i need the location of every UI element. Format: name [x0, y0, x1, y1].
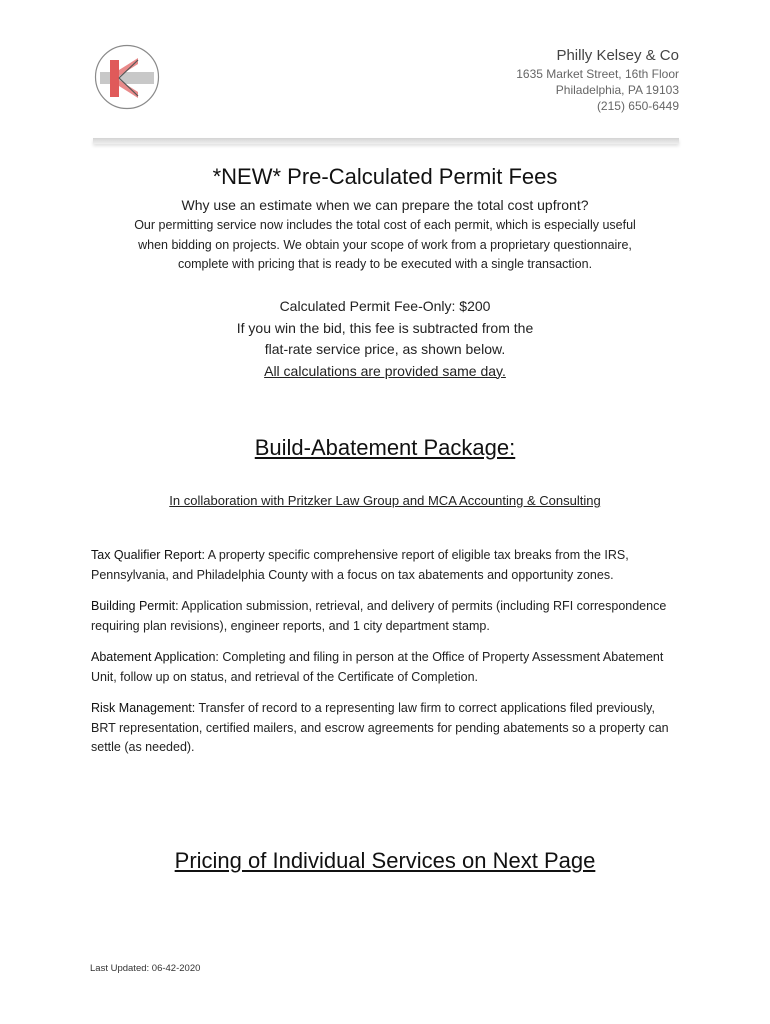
service-label: Building Permit	[91, 599, 176, 613]
service-description: Completing and filing in person at the Office of Property Assessment Abatement Unit, follow up on status, and retrieval of the Certificate of Completion.	[91, 650, 664, 684]
service-description: : Application submission, retrieval, and delivery of permits (including RFI correspondence requiring plan revisions), engineer reports, and 1 city department stamp.	[91, 599, 667, 633]
last-updated: Last Updated: 06-42-2020	[90, 963, 201, 974]
company-address-line1: 1635 Market Street, 16th Floor	[516, 67, 679, 81]
company-address-line2: Philadelphia, PA 19103	[555, 83, 679, 97]
next-page-pricing-title: Pricing of Individual Services on Next Page	[174, 848, 596, 873]
intro-line: complete with pricing that is ready to be executed with a single transaction.	[177, 257, 593, 271]
header-divider	[93, 138, 679, 144]
service-item	[91, 648, 681, 687]
company-name: Philly Kelsey & Co	[556, 47, 679, 64]
company-logo	[94, 44, 160, 110]
permit-fees-subtitle: Why use an estimate when we can prepare the total cost upfront?	[181, 197, 589, 213]
intro-line: Our permitting service now includes the total cost of each permit, which is especially useful	[134, 218, 636, 232]
service-label: Tax Qualifier Report:	[91, 548, 205, 562]
intro-line: when bidding on projects. We obtain your scope of work from a proprietary questionnaire,	[138, 237, 632, 252]
company-phone: (215) 650-6449	[596, 99, 679, 113]
permit-fees-intro	[60, 216, 710, 275]
package-title: Build-Abatement Package:	[254, 435, 516, 460]
service-description: Transfer of record to a representing law firm to correct applications filed previously, BRT representation, certified mailers, and escrow agreements for pending abatements so a property can settle (as needed).	[91, 701, 669, 754]
service-label: Risk Management:	[91, 701, 196, 715]
permit-fee-note-line2: flat-rate service price, as shown below.	[264, 341, 506, 357]
permit-fee-amount: Calculated Permit Fee-Only: $200	[279, 298, 491, 314]
service-description: A property specific comprehensive report of eligible tax breaks from the IRS, Pennsylvania, and Philadelphia County with a focus on tax abatements and opportunity zones.	[91, 548, 629, 582]
service-item	[91, 546, 681, 585]
services-list	[91, 546, 681, 770]
service-label: Abatement Application:	[91, 650, 219, 664]
permit-fee-block	[60, 296, 710, 382]
service-item	[91, 699, 681, 758]
same-day-note: All calculations are provided same day.	[264, 362, 506, 379]
collaboration-note: In collaboration with Pritzker Law Group and MCA Accounting & Consulting	[169, 493, 601, 508]
company-info	[516, 46, 679, 114]
service-item	[91, 597, 681, 636]
permit-fee-note-line1: If you win the bid, this fee is subtracted from the	[236, 319, 534, 336]
permit-fees-title: *NEW* Pre-Calculated Permit Fees	[212, 164, 558, 189]
